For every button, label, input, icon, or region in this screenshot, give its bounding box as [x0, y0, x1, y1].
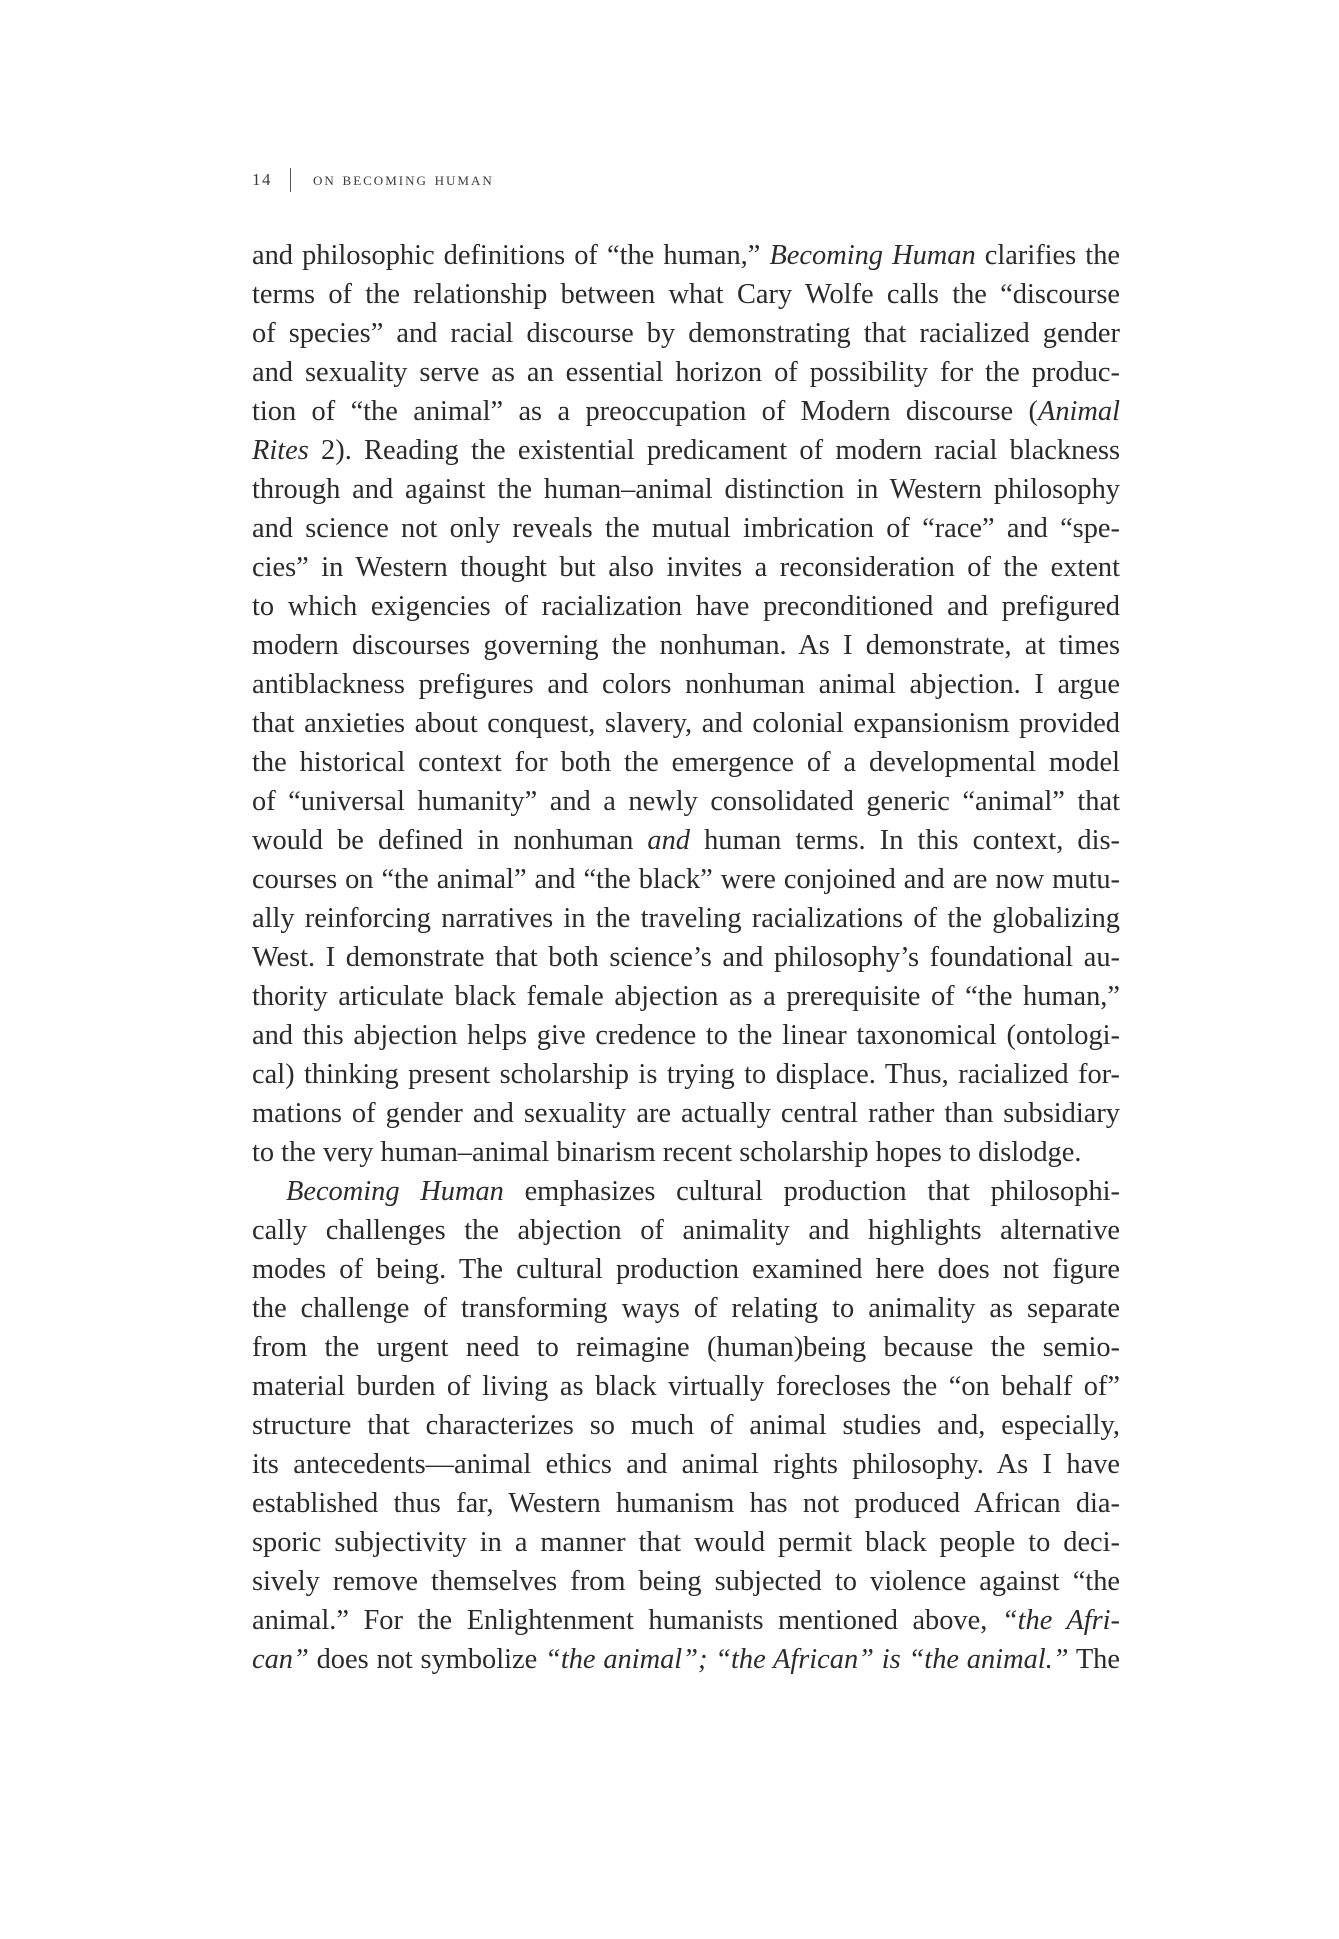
text-line: [252, 353, 1120, 392]
text-line: [252, 275, 1120, 314]
text-line: [252, 548, 1120, 587]
page-number: 14: [252, 170, 272, 189]
text-line: [252, 821, 1120, 860]
text-run: tion of “the animal” as a preoccupation of Modern discourse (: [252, 396, 1038, 427]
text-run: The: [1068, 1644, 1120, 1675]
text-run: mations of gender and sexuality are actually central rather than subsidiary: [252, 1098, 1120, 1129]
text-line: [252, 236, 1120, 275]
text-line: [252, 1133, 1120, 1172]
text-run: would be defined in nonhuman: [252, 825, 648, 856]
text-run: that anxieties about conquest, slavery, and colonial expansionism provided: [252, 708, 1120, 739]
text-line: [252, 1367, 1120, 1406]
text-line: [252, 1406, 1120, 1445]
text-run: cal) thinking present scholarship is trying to displace. Thus, racialized for-: [252, 1059, 1120, 1090]
text-line: [252, 1523, 1120, 1562]
text-run: clarifies the: [975, 240, 1120, 271]
text-run: from the urgent need to reimagine (human)being because the semio-: [252, 1332, 1120, 1363]
text-run: material burden of living as black virtually forecloses the “on behalf of”: [252, 1371, 1120, 1402]
text-run: of “universal humanity” and a newly consolidated generic “animal” that: [252, 786, 1120, 817]
text-line: [252, 470, 1120, 509]
text-line: [252, 977, 1120, 1016]
text-line: [252, 1601, 1120, 1640]
italic-text: can”: [252, 1644, 309, 1675]
italic-text: “the animal”; “the African” is “the animal.”: [545, 1644, 1069, 1675]
text-line: [252, 704, 1120, 743]
text-line: [252, 782, 1120, 821]
text-run: emphasizes cultural production that philosophi-: [503, 1176, 1120, 1207]
text-run: does not symbolize: [308, 1644, 546, 1675]
text-line: [252, 1640, 1120, 1679]
text-run: cally challenges the abjection of animality and highlights alternative: [252, 1215, 1120, 1246]
text-line: [252, 587, 1120, 626]
text-line: [252, 1445, 1120, 1484]
paragraph-2: [252, 1172, 1120, 1679]
text-run: and sexuality serve as an essential horizon of possibility for the produc-: [252, 357, 1120, 388]
text-run: its antecedents—animal ethics and animal rights philosophy. As I have: [252, 1449, 1120, 1480]
text-run: modes of being. The cultural production examined here does not figure: [252, 1254, 1120, 1285]
text-line: [252, 860, 1120, 899]
text-run: modern discourses governing the nonhuman. As I demonstrate, at times: [252, 630, 1120, 661]
italic-text: and: [647, 825, 690, 856]
text-run: structure that characterizes so much of animal studies and, especially,: [252, 1410, 1120, 1441]
italic-text: Rites: [252, 435, 309, 466]
text-line: [252, 392, 1120, 431]
text-line: [252, 899, 1120, 938]
text-line: [252, 1250, 1120, 1289]
text-line: [252, 1562, 1120, 1601]
text-run: courses on “the animal” and “the black” were conjoined and are now mutu-: [252, 864, 1120, 895]
text-run: 2). Reading the existential predicament of modern racial blackness: [308, 435, 1120, 466]
text-line: [252, 1172, 1120, 1211]
text-run: sporic subjectivity in a manner that would permit black people to deci-: [252, 1527, 1120, 1558]
text-line: [252, 1094, 1120, 1133]
text-run: of species” and racial discourse by demonstrating that racialized gender: [252, 318, 1120, 349]
text-run: ally reinforcing narratives in the traveling racializations of the globalizing: [252, 903, 1120, 934]
text-line: [252, 314, 1120, 353]
header-divider: [290, 168, 291, 192]
text-run: thority articulate black female abjection as a prerequisite of “the human,”: [252, 981, 1120, 1012]
running-head: [252, 168, 494, 192]
text-line: [252, 1484, 1120, 1523]
text-run: the challenge of transforming ways of relating to animality as separate: [252, 1293, 1120, 1324]
text-line: [252, 938, 1120, 977]
text-line: [252, 1055, 1120, 1094]
text-run: and this abjection helps give credence to the linear taxonomical (ontologi-: [252, 1020, 1120, 1051]
body-text: [252, 236, 1120, 1679]
text-line: [252, 1016, 1120, 1055]
text-line: [252, 1328, 1120, 1367]
text-line: [252, 1211, 1120, 1250]
text-run: terms of the relationship between what Cary Wolfe calls the “discourse: [252, 279, 1120, 310]
text-line: [252, 509, 1120, 548]
text-run: animal.” For the Enlightenment humanists mentioned above,: [252, 1605, 1002, 1636]
text-line: [252, 1289, 1120, 1328]
text-line: [252, 743, 1120, 782]
italic-text: Animal: [1037, 396, 1120, 427]
text-run: the historical context for both the emergence of a developmental model: [252, 747, 1120, 778]
text-run: to the very human–animal binarism recent scholarship hopes to dislodge.: [252, 1137, 1082, 1168]
text-run: sively remove themselves from being subjected to violence against “the: [252, 1566, 1120, 1597]
text-run: antiblackness prefigures and colors nonhuman animal abjection. I argue: [252, 669, 1120, 700]
text-line: [252, 431, 1120, 470]
text-run: West. I demonstrate that both science’s and philosophy’s foundational au-: [252, 942, 1120, 973]
text-run: to which exigencies of racialization have preconditioned and prefigured: [252, 591, 1120, 622]
text-run: human terms. In this context, dis-: [689, 825, 1120, 856]
text-run: and science not only reveals the mutual imbrication of “race” and “spe-: [252, 513, 1120, 544]
italic-text: Becoming Human: [769, 240, 976, 271]
paragraph-1: [252, 236, 1120, 1172]
text-run: cies” in Western thought but also invites a reconsideration of the extent: [252, 552, 1120, 583]
italic-text: Becoming Human: [286, 1176, 504, 1207]
text-run: established thus far, Western humanism has not produced African dia-: [252, 1488, 1120, 1519]
text-run: through and against the human–animal distinction in Western philosophy: [252, 474, 1120, 505]
text-line: [252, 665, 1120, 704]
text-line: [252, 626, 1120, 665]
text-run: and philosophic definitions of “the human,”: [252, 240, 770, 271]
italic-text: “the Afri-: [1001, 1605, 1120, 1636]
running-title: on becoming human: [313, 169, 494, 190]
